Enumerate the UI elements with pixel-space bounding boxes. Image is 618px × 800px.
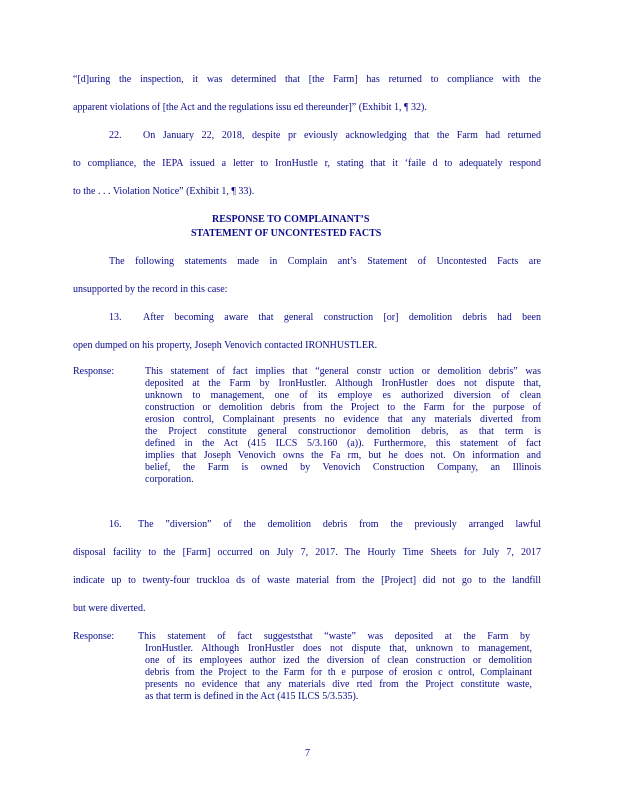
response-line: unknown to management, one of its employe es authorized diversion of clean <box>145 390 541 401</box>
body-text-line: unsupported by the record in this case: <box>73 284 228 295</box>
response-line: belief, the Farm is owned by Venovich Construction Company, an Illinois <box>145 462 541 473</box>
response-line: This statement of fact implies that “general constr uction or demolition debris” was <box>145 366 541 377</box>
body-text-line: indicate up to twenty-four truckloa ds of waste material from the [Project] did not go to the landfill <box>73 575 541 586</box>
body-text-line: The following statements made in Complain ant’s Statement of Uncontested Facts are <box>109 256 541 267</box>
response-line: implies that Joseph Venovich owns the Fa rm, but he does not. On information and <box>145 450 541 461</box>
response-line: one of its employees author ized the diversion of clean construction or demolition <box>145 655 532 666</box>
section-heading-line: RESPONSE TO COMPLAINANT’S <box>212 214 370 225</box>
response-line: IronHustler. Although IronHustler does not dispute that, unknown to management, <box>145 643 532 654</box>
response-line: This statement of fact suggeststhat “waste” was deposited at the Farm by <box>138 631 530 642</box>
response-line: construction or demolition debris from the Project to the Farm for the purpose of <box>145 402 541 413</box>
body-text-line: disposal facility to the [Farm] occurred on July 7, 2017. The Hourly Time Sheets for July 7, 2017 <box>73 547 541 558</box>
body-text-line: On January 22, 2018, despite pr eviously acknowledging that the Farm had returned <box>143 130 541 141</box>
body-text-line: After becoming aware that general construction [or] demolition debris had been <box>143 312 541 323</box>
body-text-line: “[d]uring the inspection, it was determined that [the Farm] has returned to compliance with the <box>73 74 541 85</box>
page-number: 7 <box>305 748 310 759</box>
response-line: the Project constitute general constructionor demolition debris, as that term is <box>145 426 541 437</box>
response-label: Response: <box>73 366 115 377</box>
response-line: erosion control, Complainant presents no evidence that any materials diverted from <box>145 414 541 425</box>
body-text-line: to the . . . Violation Notice” (Exhibit 1, ¶ 33). <box>73 186 255 197</box>
response-line: presents no evidence that any materials dive rted from the Project constitute waste, <box>145 679 532 690</box>
body-text-line: apparent violations of [the Act and the regulations issu ed thereunder]” (Exhibit 1, ¶ 32). <box>73 102 427 113</box>
response-line: debris from the Project to the Farm for th e purpose of erosion c ontrol, Complainant <box>145 667 532 678</box>
body-text-line: The ”diversion” of the demolition debris from the previously arranged lawful <box>138 519 541 530</box>
response-label: Response: <box>73 631 115 642</box>
paragraph-number: 16. <box>109 519 122 530</box>
response-line: as that term is defined in the Act (415 ILCS 5/3.535). <box>145 691 359 702</box>
section-heading-line: STATEMENT OF UNCONTESTED FACTS <box>191 228 382 239</box>
paragraph-number: 13. <box>109 312 122 323</box>
body-text-line: to compliance, the IEPA issued a letter to IronHustle r, stating that it ‘faile d to adequately respond <box>73 158 541 169</box>
response-line: corporation. <box>145 474 194 485</box>
body-text-line: open dumped on his property, Joseph Venovich contacted IRONHUSTLER. <box>73 340 378 351</box>
response-text <box>145 366 541 486</box>
response-line: defined in the Act (415 ILCS 5/3.160 (a)). Furthermore, this statement of fact <box>145 438 541 449</box>
body-text-line: but were diverted. <box>73 603 146 614</box>
response-text <box>145 643 532 703</box>
response-line: deposited at the Farm by IronHustler. Although IronHustler does not dispute that, <box>145 378 541 389</box>
paragraph-number: 22. <box>109 130 122 141</box>
